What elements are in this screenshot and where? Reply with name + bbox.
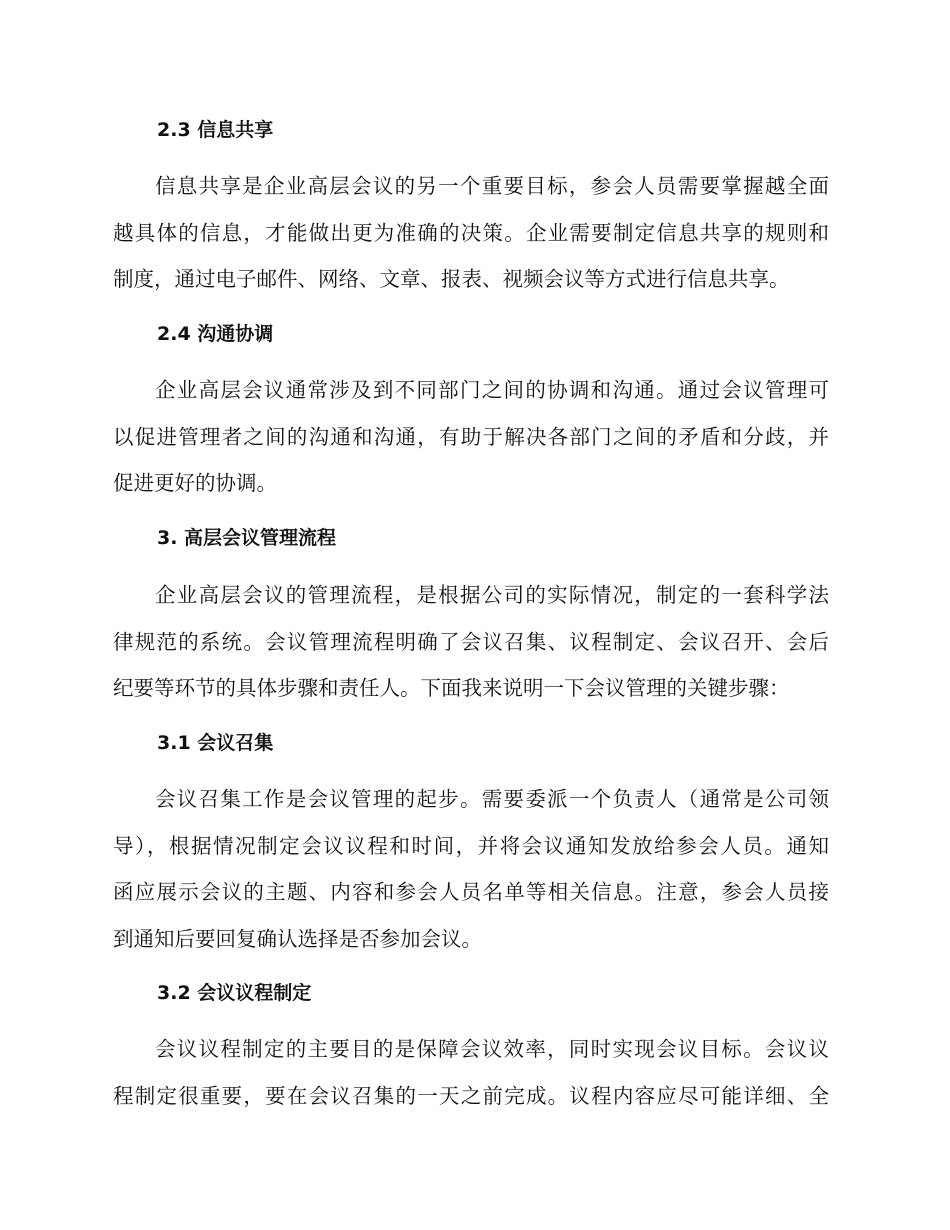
paragraph-line: 企业高层会议的管理流程，是根据公司的实际情况，制定的一套科学法 (155, 583, 829, 607)
paragraph-2-4 (113, 367, 829, 507)
paragraph-3-1 (113, 776, 829, 962)
paragraph-line: 程制定很重要，要在会议召集的一天之前完成。议程内容应尽可能详细、全 (113, 1083, 829, 1108)
paragraph-line: 促进更好的协调。 (113, 471, 277, 495)
paragraph-line: 企业高层会议通常涉及到不同部门之间的协调和沟通。通过会议管理可 (155, 378, 829, 402)
paragraph-2-3 (113, 163, 829, 303)
paragraph-line: 会议召集工作是会议管理的起步。需要委派一个负责人（通常是公司领 (155, 787, 829, 811)
paragraph-line: 律规范的系统。会议管理流程明确了会议召集、议程制定、会议召开、会后 (113, 629, 829, 654)
paragraph-3-2 (113, 1026, 829, 1119)
paragraph-line: 函应展示会议的主题、内容和参会人员名单等相关信息。注意，参会人员接 (113, 880, 829, 904)
paragraph-line: 纪要等环节的具体步骤和责任人。下面我来说明一下会议管理的关键步骤： (113, 676, 790, 700)
paragraph-3 (113, 572, 829, 712)
section-heading-3-1: 3.1 会议召集 (157, 732, 274, 754)
paragraph-line: 制度，通过电子邮件、网络、文章、报表、视频会议等方式进行信息共享。 (113, 267, 790, 291)
section-heading-3: 3. 高层会议管理流程 (157, 527, 337, 549)
paragraph-line: 越具体的信息，才能做出更为准确的决策。企业需要制定信息共享的规则和 (113, 220, 829, 245)
paragraph-line: 到通知后要回复确认选择是否参加会议。 (113, 926, 482, 951)
section-heading-2-4: 2.4 沟通协调 (157, 323, 274, 345)
paragraph-line: 会议议程制定的主要目的是保障会议效率，同时实现会议目标。会议议 (155, 1037, 829, 1061)
section-heading-2-3: 2.3 信息共享 (157, 119, 274, 141)
paragraph-line: 导），根据情况制定会议议程和时间，并将会议通知发放给参会人员。通知 (113, 833, 829, 858)
paragraph-line: 以促进管理者之间的沟通和沟通，有助于解决各部门之间的矛盾和分歧，并 (113, 424, 829, 449)
paragraph-line: 信息共享是企业高层会议的另一个重要目标，参会人员需要掌握越全面 (155, 174, 829, 198)
section-heading-3-2: 3.2 会议议程制定 (157, 982, 312, 1004)
